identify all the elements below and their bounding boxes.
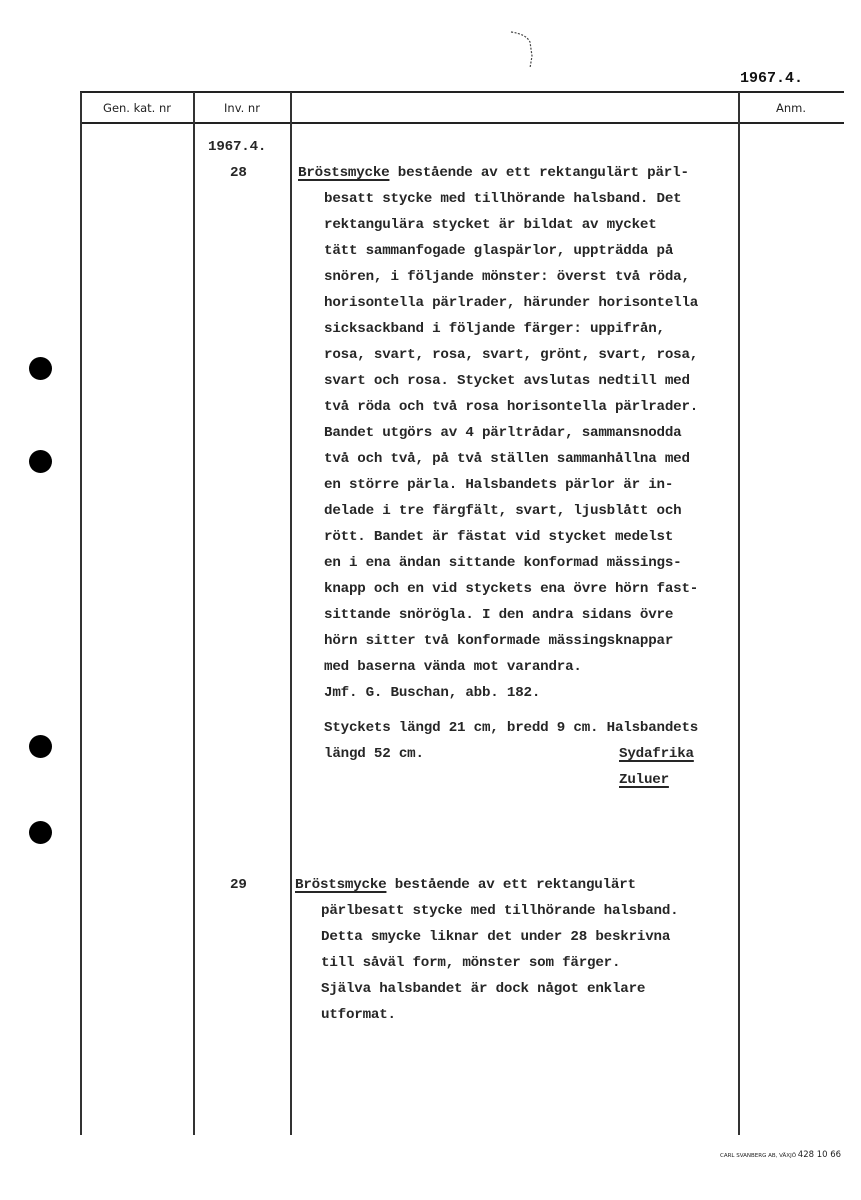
entry-first-line — [298, 160, 689, 186]
entry-line: svart och rosa. Stycket avslutas nedtill med — [324, 373, 690, 389]
entry-line: till såväl form, mönster som färger. — [321, 955, 621, 971]
header-gen-kat-nr: Gen. kat. nr — [103, 101, 171, 115]
entry-line: med baserna vända mot varandra. — [324, 659, 582, 675]
entry-line: rosa, svart, rosa, svart, grönt, svart, rosa, — [324, 347, 699, 363]
entry-line: Detta smycke liknar det under 28 beskrivna — [321, 929, 671, 945]
entry-line: utformat. — [321, 1007, 396, 1023]
header-anm: Anm. — [775, 101, 806, 115]
header-inv-nr: Inv. nr — [224, 101, 260, 115]
column-divider — [290, 92, 292, 1135]
page-id-corner: 1967.4. — [740, 70, 804, 87]
group-number: 1967.4. — [208, 139, 267, 155]
entry-line: längd 52 cm. — [324, 746, 424, 762]
entry-line: en i ena ändan sittande konformad mässings- — [324, 555, 682, 571]
entry-first-line — [295, 872, 636, 898]
entry-line: snören, i följande mönster: överst två röda, — [324, 269, 690, 285]
entry-line: sittande snörögla. I den andra sidans övre — [324, 607, 674, 623]
punch-hole — [29, 450, 52, 473]
entry-line: hörn sitter två konformade mässingsknappar — [324, 633, 674, 649]
printer-code: 428 10 66 — [797, 1150, 842, 1160]
column-divider — [193, 92, 195, 1135]
entry-line: Styckets längd 21 cm, bredd 9 cm. Halsbandets — [324, 720, 699, 736]
entry-line: knapp och en vid styckets ena övre hörn fast- — [324, 581, 699, 597]
inv-number: 28 — [230, 165, 247, 181]
entry-line: Bandet utgörs av 4 pärltrådar, sammansnodda — [324, 425, 682, 441]
entry-line: två röda och två rosa horisontella pärlrader. — [324, 399, 699, 415]
punch-hole — [29, 821, 52, 844]
entry-line: rektangulära stycket är bildat av mycket — [324, 217, 657, 233]
entry-line: delade i tre färgfält, svart, ljusblått och — [324, 503, 682, 519]
entry-line: besatt stycke med tillhörande halsband. Det — [324, 191, 682, 207]
entry-line: Själva halsbandet är dock något enklare — [321, 981, 646, 997]
scribble-mark — [508, 28, 538, 78]
column-divider — [80, 92, 82, 1135]
entry-line: två och två, på två ställen sammanhållna med — [324, 451, 690, 467]
entry-title: Bröstsmycke — [295, 877, 387, 893]
entry-line: tätt sammanfogade glaspärlor, uppträdda på — [324, 243, 674, 259]
entry-title: Bröstsmycke — [298, 165, 390, 181]
punch-hole — [29, 357, 52, 380]
entry-people: Zuluer — [619, 772, 669, 788]
entry-line: en större pärla. Halsbandets pärlor är in- — [324, 477, 674, 493]
entry-line: Jmf. G. Buschan, abb. 182. — [324, 685, 541, 701]
punch-hole — [29, 735, 52, 758]
entry-line: pärlbesatt stycke med tillhörande halsband. — [321, 903, 679, 919]
entry-line: horisontella pärlrader, härunder horisontella — [324, 295, 699, 311]
printer-name: CARL SVANBERG AB, VÄXJÖ — [720, 1153, 797, 1159]
entry-first-line-rest: bestående av ett rektangulärt — [386, 877, 636, 893]
entry-region: Sydafrika — [619, 746, 694, 762]
entry-line: rött. Bandet är fästat vid stycket medelst — [324, 529, 674, 545]
entry-first-line-rest: bestående av ett rektangulärt pärl- — [389, 165, 689, 181]
inv-number: 29 — [230, 877, 247, 893]
entry-line: sicksackband i följande färger: uppifrån, — [324, 321, 665, 337]
header-description — [291, 93, 738, 123]
printer-mark — [720, 1150, 841, 1160]
column-divider — [738, 92, 740, 1135]
